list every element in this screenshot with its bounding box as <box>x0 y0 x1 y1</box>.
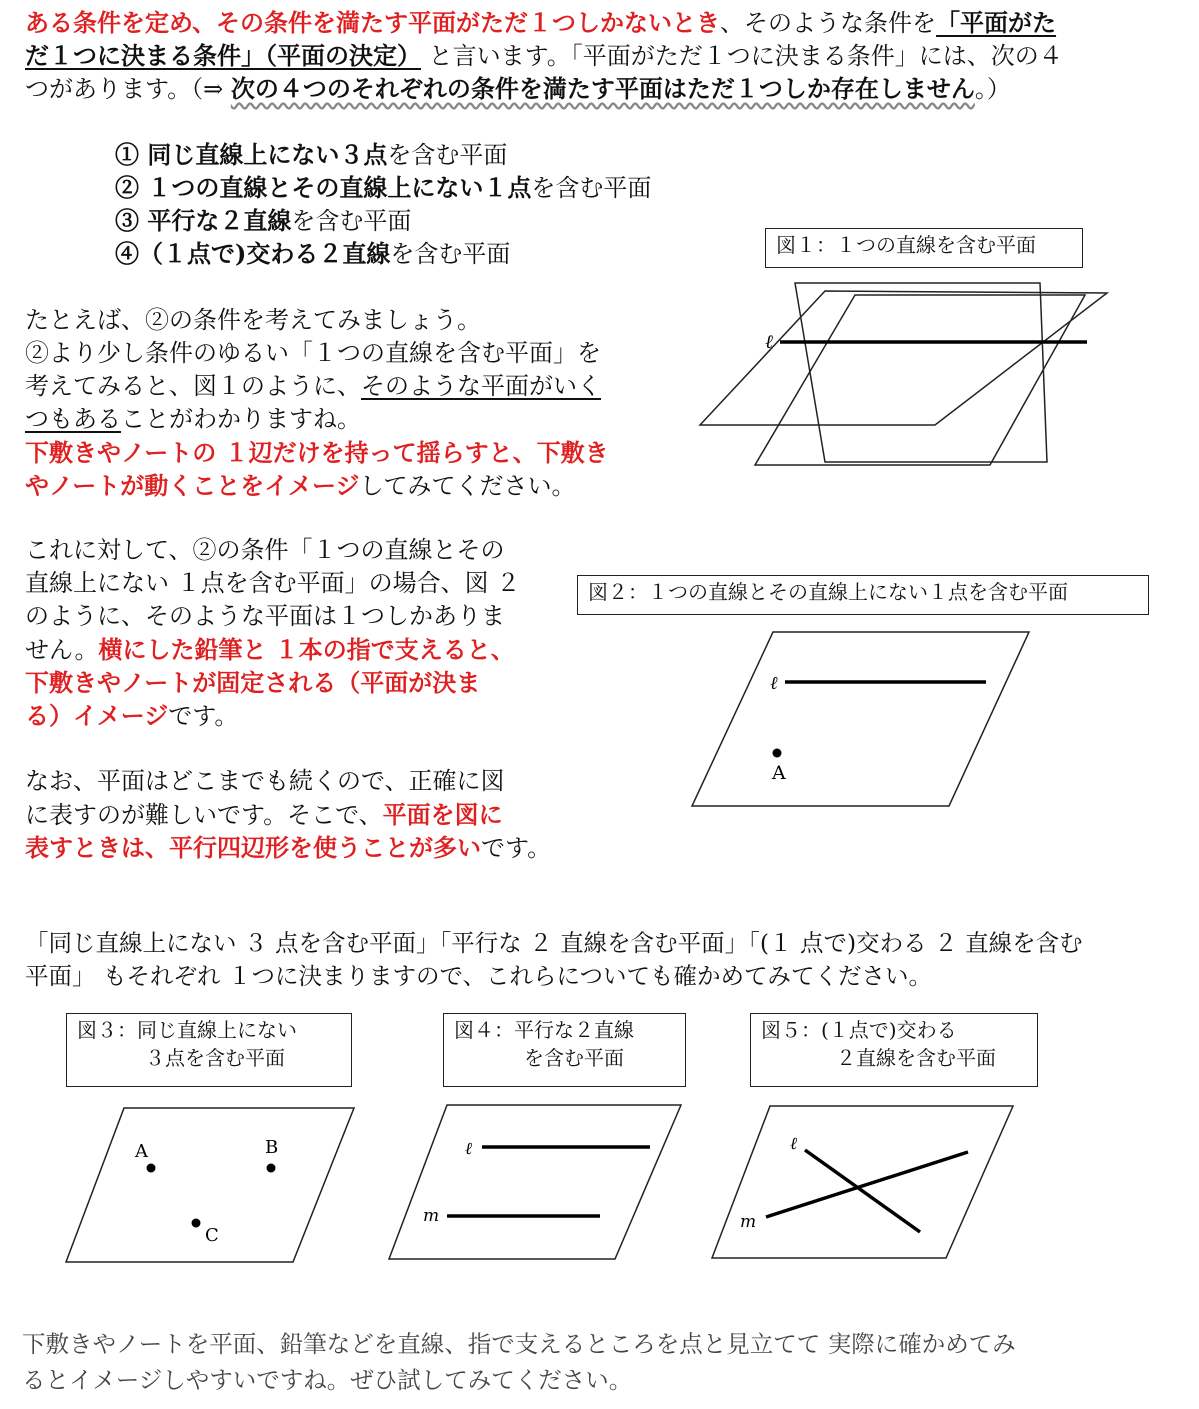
para1-line-1: たとえば、②の条件を考えてみましょう。 <box>25 306 481 334</box>
figure-2-caption: 図２：１つの直線とその直線上にない１点を含む平面 <box>577 575 1149 615</box>
intro-line-3 <box>25 72 1011 106</box>
figure-3-diagram <box>62 1104 358 1266</box>
para1-underlined-3b: そのような平面がいく <box>361 372 601 400</box>
condition-2-bold: ② １つの直線とその直線上にない１点 <box>115 173 532 202</box>
intro-term: 「平面がた <box>936 8 1057 37</box>
para1-red-6: やノートが動くことをイメージ <box>25 471 360 500</box>
intro-text: 、そのような条件を <box>720 9 937 37</box>
condition-1-rest: を含む平面 <box>387 141 508 169</box>
intro-term-cont: だ１つに決まる条件」（平面の決定） <box>25 41 421 70</box>
condition-2 <box>115 171 651 205</box>
condition-4-bold: ④（１点で)交わる２直線 <box>115 239 391 268</box>
figure-5-caption <box>750 1013 1038 1087</box>
intro-line-2 <box>25 39 1063 73</box>
condition-4-rest: を含む平面 <box>390 240 511 268</box>
fig3-point-b <box>267 1164 276 1173</box>
para4-line-1: 「同じ直線上にない ３ 点を含む平面」「平行な ２ 直線を含む平面」「(１ 点で)交わる ２ 直線を含む <box>25 929 1083 957</box>
para1-line-3 <box>25 370 601 403</box>
para4-line-2: 平面」 もそれぞれ １つに決まりますので、これらについても確かめてみてください。 <box>25 962 932 990</box>
intro-text-2: と言います。「平面がただ１つに決まる条件」には、次の４ <box>428 42 1063 70</box>
para3-red-2: 平面を図に <box>382 800 503 829</box>
figure-1-caption: 図１：１つの直線を含む平面 <box>765 228 1083 268</box>
para1-text-4b: ことがわかりますね。 <box>121 405 361 433</box>
fig5-line-l <box>805 1150 920 1232</box>
para1-line-2: ②より少し条件のゆるい「１つの直線を含む平面」を <box>25 339 601 367</box>
figure-5-diagram <box>708 1102 1018 1264</box>
para1-text-6: してみてください。 <box>359 472 576 500</box>
fig3-point-a <box>147 1164 156 1173</box>
para3-text-3: です。 <box>481 834 552 862</box>
figure-4-diagram <box>385 1101 685 1263</box>
para1-text-3a: 考えてみると、図１のように、 <box>25 372 361 400</box>
figure-3-caption-line-2: ３点を含む平面 <box>145 1046 285 1070</box>
intro-emphasis: 次の４つのそれぞれの条件を満たす平面はただ１つしか存在しません <box>230 74 975 103</box>
fig1-plane-c <box>755 295 1085 465</box>
figure-2-diagram <box>688 628 1033 810</box>
para1-line-6 <box>25 469 576 503</box>
fig2-point-a <box>773 749 782 758</box>
fig5-label-l: ℓ <box>790 1134 798 1154</box>
figure-5-caption-line-1: 図５：(１点で)交わる <box>761 1018 957 1042</box>
fig4-label-l: ℓ <box>465 1139 473 1159</box>
para1-underlined-4a: つもある <box>25 405 121 433</box>
para3-line-1: なお、平面はどこまでも続くので、正確に図 <box>25 767 505 795</box>
fig3-label-a: A <box>135 1141 148 1162</box>
para3-red-3: 表すときは、平行四辺形を使うことが多い <box>25 833 481 862</box>
para2-red-6: る）イメージ <box>25 701 169 730</box>
condition-1-bold: ① 同じ直線上にない３点 <box>115 140 388 169</box>
para2-red-4: 横にした鉛筆と １本の指で支えると、 <box>98 635 515 664</box>
fig1-plane-a <box>795 283 1047 462</box>
para3-line-3 <box>25 831 551 865</box>
intro-text-3c: 。） <box>974 75 1011 103</box>
fig5-line-m <box>766 1152 968 1217</box>
closing-line-2: るとイメージしやすいですね。ぜひ試してみてください。 <box>22 1366 633 1394</box>
closing-line-1: 下敷きやノートを平面、鉛筆などを直線、指で支えるところを点と見立てて 実際に確かめてみ <box>22 1330 1016 1358</box>
intro-text-3a: つがあります。（⇒ <box>25 75 231 103</box>
fig3-label-c: C <box>205 1225 219 1246</box>
para3-text-2a: に表すのが難しいです。そこで、 <box>25 801 383 829</box>
para2-text-4a: せん。 <box>25 636 99 664</box>
fig2-point-label: A <box>772 762 786 784</box>
fig4-plane <box>389 1105 681 1259</box>
para1-line-5: 下敷きやノートの １辺だけを持って揺らすと、下敷き <box>25 438 609 467</box>
fig5-label-m: m <box>740 1212 757 1232</box>
fig2-plane <box>692 632 1029 806</box>
figure-3-caption-line-1: 図３：同じ直線上にない <box>77 1018 297 1042</box>
para1-line-4 <box>25 403 361 436</box>
condition-2-rest: を含む平面 <box>531 174 652 202</box>
figure-4-caption-line-1: 図４：平行な２直線 <box>454 1018 634 1042</box>
fig2-line-label: ℓ <box>770 673 778 694</box>
fig1-line-label: ℓ <box>765 331 773 353</box>
para2-line-3: のように、そのような平面は１つしかありま <box>25 602 505 630</box>
para2-line-5: 下敷きやノートが固定される（平面が決ま <box>25 668 481 697</box>
para2-line-6 <box>25 699 238 733</box>
figure-5-caption-line-2: ２直線を含む平面 <box>836 1046 996 1070</box>
figure-4-caption <box>443 1013 686 1087</box>
para2-line-4 <box>25 633 515 667</box>
fig3-point-c <box>192 1219 201 1228</box>
condition-3 <box>115 204 411 238</box>
fig1-plane-b <box>700 291 1107 425</box>
condition-4 <box>115 237 510 271</box>
intro-red-text: ある条件を定め、その条件を満たす平面がただ１つしかないとき <box>25 8 721 37</box>
condition-1 <box>115 138 507 172</box>
condition-3-bold: ③ 平行な２直線 <box>115 206 292 235</box>
fig5-plane <box>712 1106 1013 1258</box>
condition-3-rest: を含む平面 <box>291 207 412 235</box>
fig3-label-b: B <box>265 1137 279 1158</box>
para2-line-2: 直線上にない １点を含む平面」の場合、図 ２ <box>25 569 521 597</box>
para2-text-6: です。 <box>168 702 239 730</box>
fig4-label-m: m <box>423 1206 440 1226</box>
figure-3-caption <box>66 1013 352 1087</box>
figure-1-diagram <box>695 275 1115 470</box>
intro-line-1 <box>25 6 1056 40</box>
para3-line-2 <box>25 798 503 832</box>
figure-4-caption-line-2: を含む平面 <box>524 1046 624 1070</box>
para2-line-1: これに対して、②の条件「１つの直線とその <box>25 536 505 564</box>
